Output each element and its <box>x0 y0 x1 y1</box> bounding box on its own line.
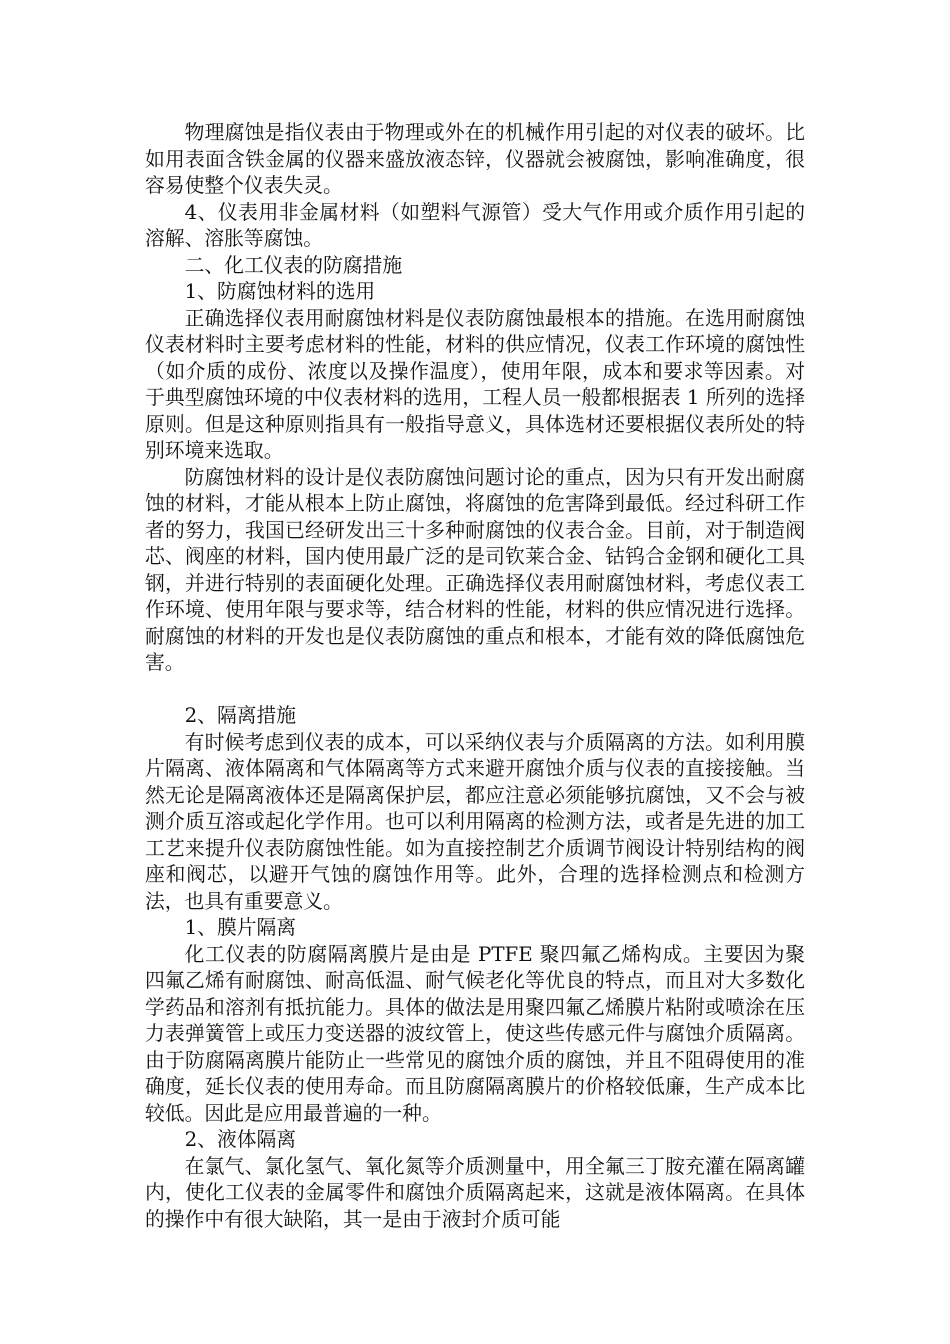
paragraph-nonmetal-corrosion: 4、仪表用非金属材料（如塑料气源管）受大气作用或介质作用引起的溶解、溶胀等腐蚀。 <box>145 200 805 250</box>
section-heading-anticorrosion-measures: 二、化工仪表的防腐措施 <box>184 253 403 277</box>
paragraph-physical-corrosion: 物理腐蚀是指仪表由于物理或外在的机械作用引起的对仪表的破坏。比如用表面含铁金属的仪器来盛放液态锌，仪器就会被腐蚀，影响准确度，很容易使整个仪表失灵。 <box>145 121 805 197</box>
paragraph-liquid-isolation: 在氯气、氯化氢气、氧化氮等介质测量中，用全氟三丁胺充灌在隔离罐内，使化工仪表的金属零件和腐蚀介质隔离起来，这就是液体隔离。在具体的操作中有很大缺陷，其一是由于液封介质可能 <box>145 1154 805 1231</box>
paragraph-material-selection: 正确选择仪表用耐腐蚀材料是仪表防腐蚀最根本的措施。在选用耐腐蚀仪表材料时主要考虑材料的性能，材料的供应情况，仪表工作环境的腐蚀性（如介质的成份、浓度以及操作温度），使用年限，成本和要求等因素。对于典型腐蚀环境的中仪表材料的选用，工程人员一般都根据表 1 所列的选择原则。但是这种原则指具有一般指导意义，具体选材还要根据仪表所处的特别环境来选取。 <box>145 306 805 462</box>
paragraph-material-design: 防腐蚀材料的设计是仪表防腐蚀问题讨论的重点，因为只有开发出耐腐蚀的材料，才能从根本上防止腐蚀，将腐蚀的危害降到最低。经过科研工作者的努力，我国已经研发出三十多种耐腐蚀的仪表合金。目前，对于制造阀芯、阀座的材料，国内使用最广泛的是司钦莱合金、钴钨合金钢和硬化工具钢，并进行特别的表面硬化处理。正确选择仪表用耐腐蚀材料，考虑仪表工作环境、使用年限与要求等，结合材料的性能，材料的供应情况进行选择。耐腐蚀的材料的开发也是仪表防腐蚀的重点和根本，才能有效的降低腐蚀危害。 <box>145 465 805 674</box>
subheading-isolation-measures: 2、隔离措施 <box>184 704 297 727</box>
subheading-membrane-isolation: 1、膜片隔离 <box>184 916 297 939</box>
document-body <box>145 120 805 1233</box>
blank-line <box>145 677 805 704</box>
paragraph-isolation-measures: 有时候考虑到仪表的成本，可以采纳仪表与介质隔离的方法。如利用膜片隔离、液体隔离和气体隔离等方式来避开腐蚀介质与仪表的直接接触。当然无论是隔离液体还是隔离保护层，都应注意必须能够抗腐蚀，又不会与被测介质互溶或起化学作用。也可以利用隔离的检测方法，或者是先进的加工工艺来提升仪表防腐蚀性能。如为直接控制艺介质调节阀设计特别结构的阀座和阀芯，以避开气蚀的腐蚀作用等。此外，合理的选择检测点和检测方法，也具有重要意义。 <box>145 730 805 913</box>
subheading-material-selection: 1、防腐蚀材料的选用 <box>184 280 376 303</box>
subheading-liquid-isolation: 2、液体隔离 <box>184 1128 297 1151</box>
paragraph-membrane-isolation: 化工仪表的防腐隔离膜片是由是 PTFE 聚四氟乙烯构成。主要因为聚四氟乙烯有耐腐蚀、耐高低温、耐气候老化等优良的特点，而且对大多数化学药品和溶剂有抵抗能力。具体的做法是用聚四氟乙烯膜片粘附或喷涂在压力表弹簧管上或压力变送器的波纹管上，使这些传感元件与腐蚀介质隔离。由于防腐隔离膜片能防止一些常见的腐蚀介质的腐蚀，并且不阻碍使用的准确度，延长仪表的使用寿命。而且防腐隔离膜片的价格较低廉，生产成本比较低。因此是应用最普遍的一种。 <box>145 942 805 1125</box>
